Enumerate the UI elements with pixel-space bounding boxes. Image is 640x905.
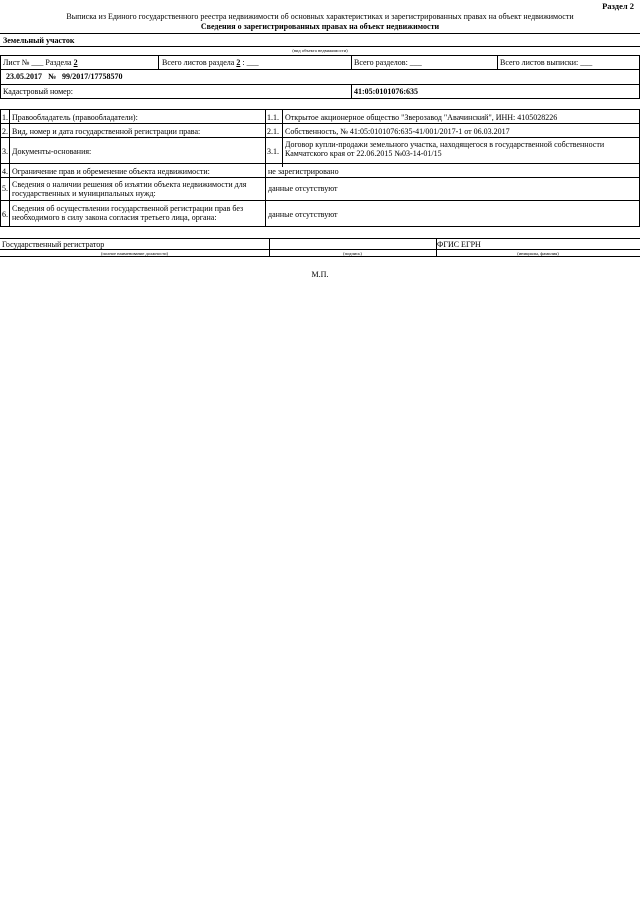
total-sheets-section-field: Всего листов раздела 2 : ___ xyxy=(162,58,259,67)
row-label: Вид, номер и дата государственной регистрации права: xyxy=(12,127,201,136)
cadastral-number: 41:05:0101076:635 xyxy=(354,87,418,96)
row-label: Сведения об осуществлении государственной регистрации прав без необходимого в силу закона согласия третьего лица, органа: xyxy=(12,204,244,223)
position-caption: (полное наименование должности) xyxy=(101,251,168,256)
row-number: 4. xyxy=(2,167,8,176)
document-date-number: 23.05.2017 № 99/2017/17758570 xyxy=(6,72,123,81)
row-number: 5. xyxy=(2,184,8,193)
row-number: 3. xyxy=(2,147,8,156)
cadastral-label: Кадастровый номер: xyxy=(3,87,73,96)
document-title: Выписка из Единого государственного реестра недвижимости об основных характеристиках и зарегистрированных правах на объект недвижимости xyxy=(66,12,574,21)
row-number: 6. xyxy=(2,210,8,219)
third-party-consent-value: данные отсутствуют xyxy=(268,210,338,219)
row-label: Правообладатель (правообладатели): xyxy=(12,113,138,122)
right-holder-value: Открытое акционерное общество "Зверозавод "Авачинский", ИНН: 4105028226 xyxy=(285,113,558,122)
total-sections-field: Всего разделов: ___ xyxy=(354,58,422,67)
row-subnumber: 1.1. xyxy=(267,113,279,122)
registration-value: Собственность, № 41:05:0101076:635-41/001/2017-1 от 06.03.2017 xyxy=(285,127,510,136)
row-label: Ограничение прав и обременение объекта недвижимости: xyxy=(12,167,210,176)
name-caption: (инициалы, фамилия) xyxy=(517,251,559,256)
registrar-position: Государственный регистратор xyxy=(2,240,105,249)
registrar-name: ФГИС ЕГРН xyxy=(437,240,481,249)
row-number: 1. xyxy=(2,113,8,122)
basis-documents-value: Договор купли-продажи земельного участка, находящегося в государственной собственности Камчатского края от 22.06.2015 №03-14-01/15 xyxy=(285,140,605,159)
object-type-caption: (вид объекта недвижимости) xyxy=(292,48,348,53)
document-subtitle: Сведения о зарегистрированных правах на объект недвижимости xyxy=(200,22,440,31)
stamp-place: М.П. xyxy=(311,270,329,279)
object-type: Земельный участок xyxy=(3,36,75,45)
total-sheets-field: Всего листов выписки: ___ xyxy=(500,58,593,67)
sheet-number-field: Лист № ___ Раздела 2 xyxy=(3,58,78,67)
seizure-decision-value: данные отсутствуют xyxy=(268,184,338,193)
section-label: Раздел 2 xyxy=(602,1,634,11)
row-label: Документы-основания: xyxy=(12,147,92,156)
encumbrance-value: не зарегистрировано xyxy=(268,167,339,176)
row-subnumber: 2.1. xyxy=(267,127,279,136)
row-subnumber: 3.1. xyxy=(267,147,279,156)
row-label: Сведения о наличии решения об изъятии объекта недвижимости для государственных и муниципальных нужд: xyxy=(12,180,247,199)
row-number: 2. xyxy=(2,127,8,136)
signature-caption: (подпись) xyxy=(343,251,362,256)
